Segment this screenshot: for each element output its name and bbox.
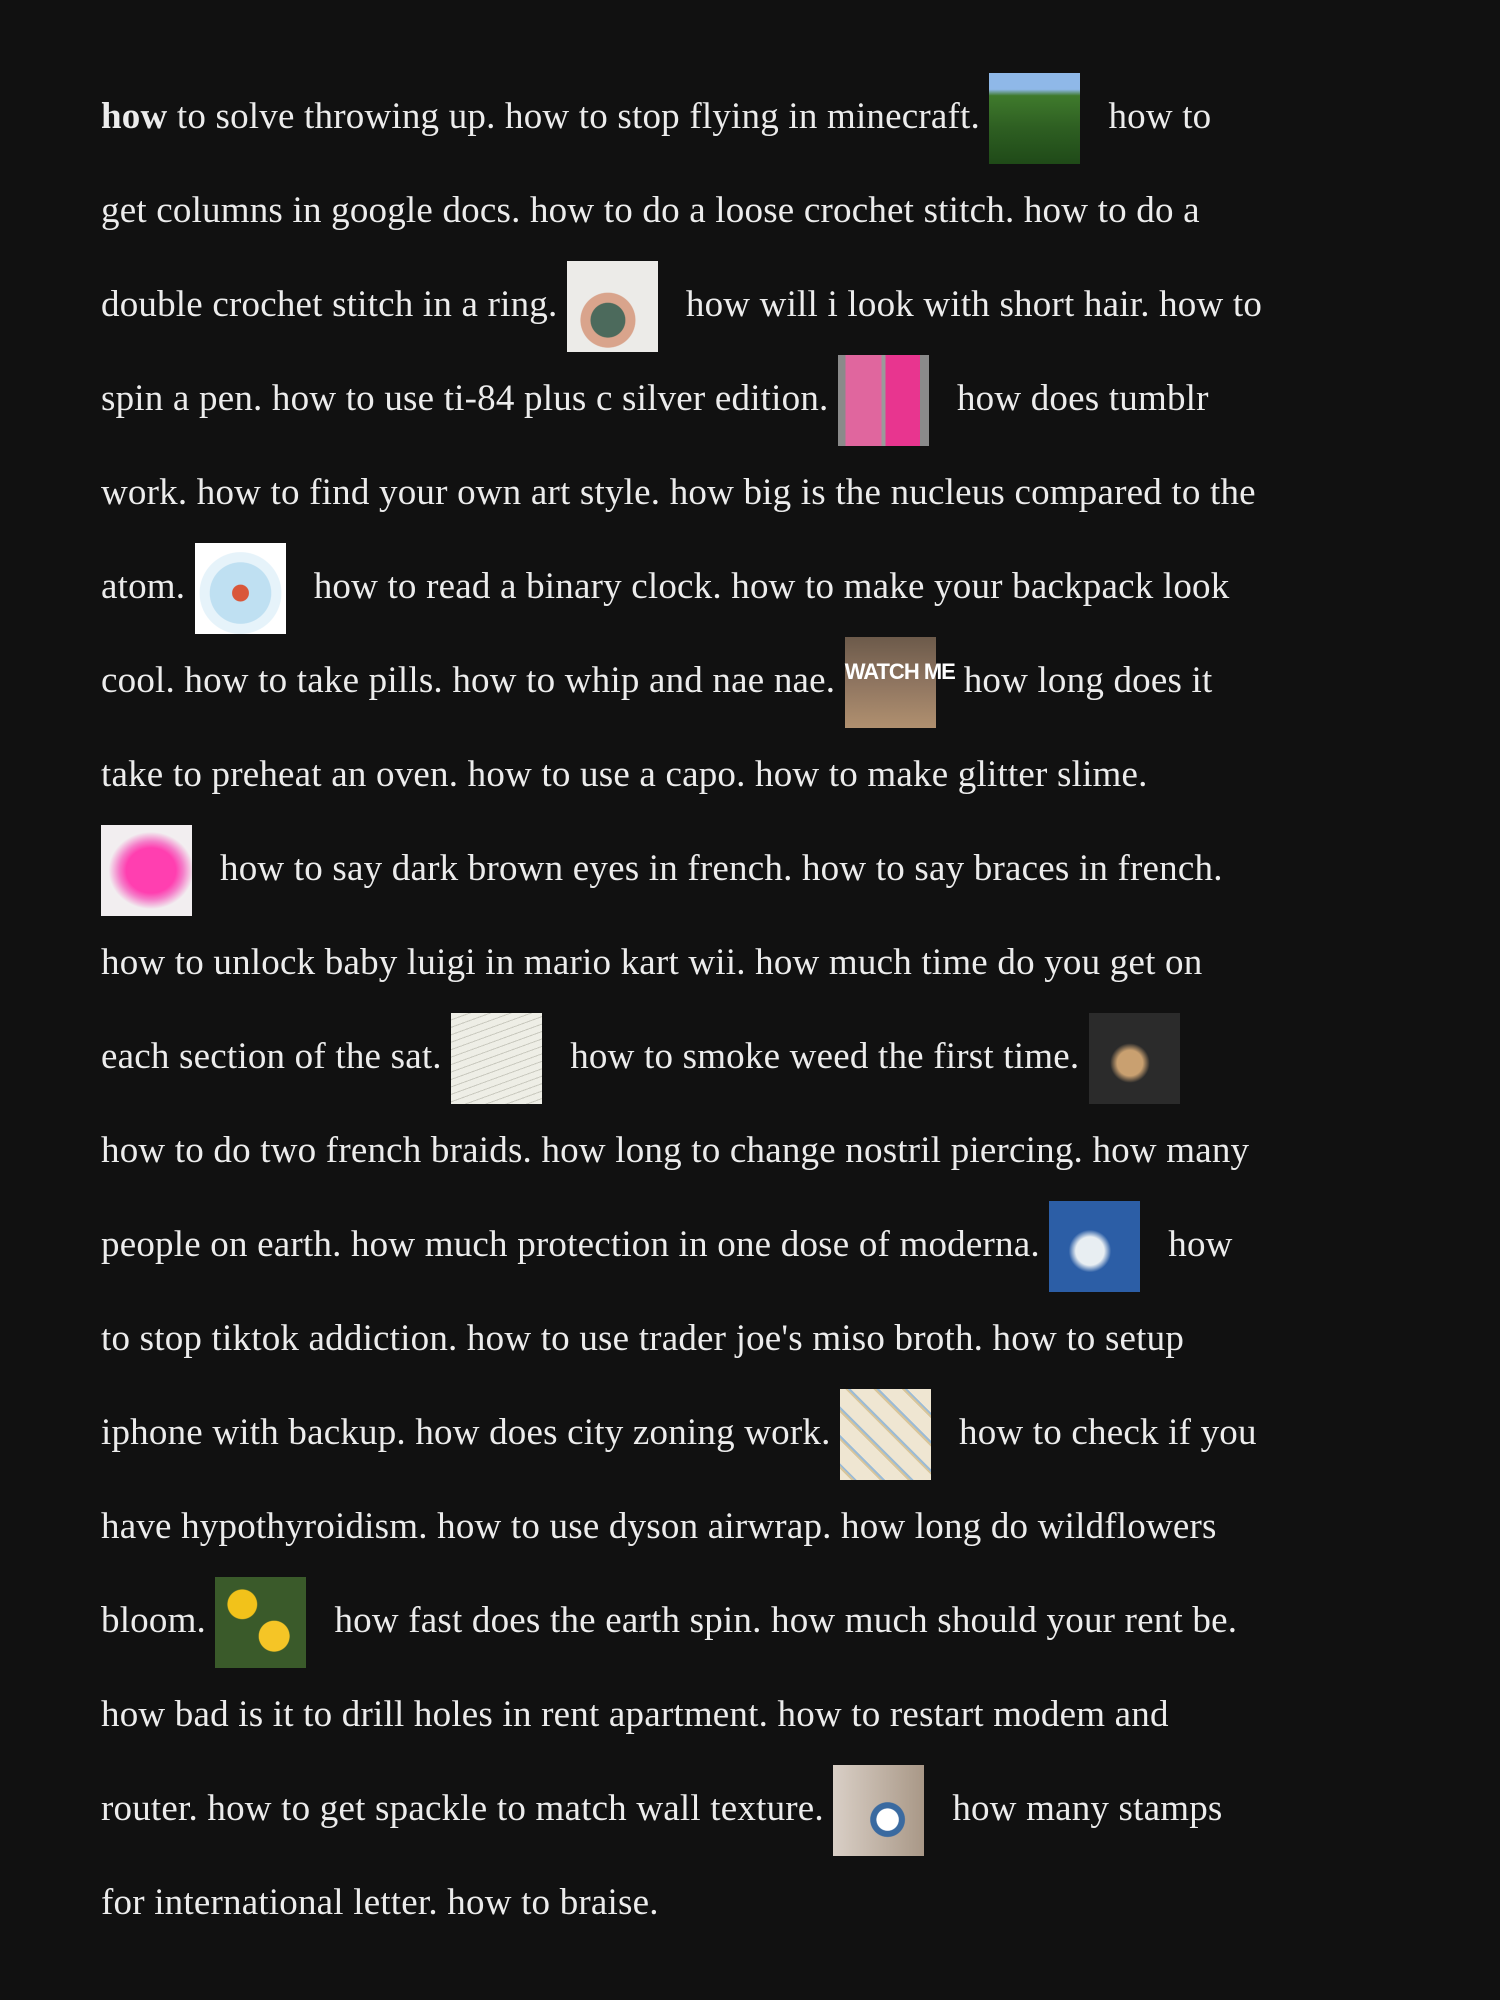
query-text: atom. (101, 566, 195, 607)
text-line (101, 728, 1262, 822)
text-line (101, 634, 1262, 728)
calculator-thumbnail[interactable] (838, 355, 929, 446)
wildflowers-thumbnail[interactable] (215, 1577, 306, 1668)
query-text: how to (1108, 96, 1212, 137)
query-text: for international letter. how to braise. (101, 1882, 659, 1923)
query-text: cool. how to take pills. how to whip and nae nae. (101, 660, 845, 701)
query-text: spin a pen. how to use ti-84 plus c silver edition. (101, 378, 838, 419)
thumbnail-caption: WATCH ME (844, 659, 955, 684)
text-line (101, 1574, 1262, 1668)
vaccine-thumbnail[interactable] (1049, 1201, 1140, 1292)
query-text: how will i look with short hair. how to (685, 284, 1263, 325)
text-line (101, 916, 1262, 1010)
text-line (101, 1668, 1262, 1762)
query-text: bloom. (101, 1600, 216, 1641)
query-text: each section of the sat. (101, 1036, 452, 1077)
query-text: work. how to find your own art style. how big is the nucleus compared to the (101, 472, 1256, 513)
query-text: take to preheat an oven. how to use a capo. how to make glitter slime. (101, 754, 1148, 795)
text-line (101, 1198, 1262, 1292)
text-line (101, 1104, 1262, 1198)
sat-thumbnail[interactable] (451, 1013, 542, 1104)
how-to-text-block (101, 70, 1262, 1950)
query-text: how fast does the earth spin. how much should your rent be. (334, 1600, 1238, 1641)
query-text: double crochet stitch in a ring. (101, 284, 567, 325)
query-text: router. how to get spackle to match wall texture. (101, 1788, 834, 1829)
query-text: have hypothyroidism. how to use dyson airwrap. how long do wildflowers (101, 1506, 1217, 1547)
query-text: how many stamps (952, 1788, 1223, 1829)
query-text: how does tumblr (956, 378, 1209, 419)
query-text: how to check if you (959, 1412, 1257, 1453)
text-line (101, 1386, 1262, 1480)
bold-lead-word: how (101, 96, 168, 137)
text-line (101, 258, 1262, 352)
text-line (101, 540, 1262, 634)
query-text: how long does it (963, 660, 1213, 701)
query-text: how to say dark brown eyes in french. how to say braces in french. (220, 848, 1223, 889)
text-line (101, 822, 1262, 916)
text-line (101, 1856, 1262, 1950)
text-line (101, 1292, 1262, 1386)
query-text: how to smoke weed the first time. (570, 1036, 1089, 1077)
text-line (101, 164, 1262, 258)
text-line (101, 1762, 1262, 1856)
query-text: people on earth. how much protection in one dose of moderna. (101, 1224, 1050, 1265)
query-text: how (1168, 1224, 1233, 1265)
spackle-thumbnail[interactable] (833, 1765, 924, 1856)
atom-thumbnail[interactable] (195, 543, 286, 634)
text-line (101, 446, 1262, 540)
zoning-map-thumbnail[interactable] (840, 1389, 931, 1480)
query-text: get columns in google docs. how to do a loose crochet stitch. how to do a (101, 190, 1200, 231)
query-text: how to read a binary clock. how to make your backpack look (313, 566, 1230, 607)
slime-thumbnail[interactable] (101, 825, 192, 916)
query-text: to solve throwing up. how to stop flying in minecraft. (167, 96, 990, 137)
query-text: iphone with backup. how does city zoning work. (101, 1412, 840, 1453)
query-text: how to unlock baby luigi in mario kart wii. how much time do you get on (101, 942, 1203, 983)
query-text: to stop tiktok addiction. how to use trader joe's miso broth. how to setup (101, 1318, 1185, 1359)
weed-thumbnail[interactable] (1089, 1013, 1180, 1104)
query-text: how to do two french braids. how long to change nostril piercing. how many (101, 1130, 1250, 1171)
text-line (101, 1480, 1262, 1574)
minecraft-thumbnail[interactable] (989, 73, 1080, 164)
watch-me-thumbnail[interactable] (844, 637, 955, 728)
crochet-thumbnail[interactable] (567, 261, 658, 352)
text-line (101, 70, 1262, 164)
query-text: how bad is it to drill holes in rent apartment. how to restart modem and (101, 1694, 1169, 1735)
text-line (101, 1010, 1262, 1104)
text-line (101, 352, 1262, 446)
